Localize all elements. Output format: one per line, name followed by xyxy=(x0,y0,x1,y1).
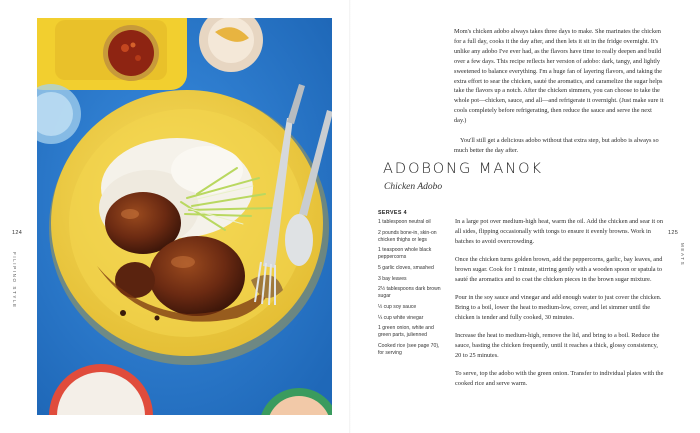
ingredient-item: 2½ tablespoons dark brown sugar xyxy=(378,286,441,300)
step-paragraph: Once the chicken turns golden brown, add the peppercorns, garlic, bay leaves, and brown sugar. Cook for 1 minute, stirring gently with a wooden spoon or spatula to sauté the aromatics and to coat the chicken pieces in the brown sugar mixture. xyxy=(455,255,663,283)
intro-paragraph: Mom's chicken adobo always takes three days to make. She marinates the chicken for a full day, cooks it the day after, and then lets it sit in the fridge overnight. It's unlike any adobo I've ever had, as the flavors have time to really deepen and build over a few days. This recipe reflects her version of adobo: dark, tangy, and lightly sweetened to balance everything. I'm a huge fan of layering flavors, and taking the extra effort to sear the chicken, sauté the aromatics, and caramelize the sugar helps take the flavors up a notch. After the chicken simmers, you can choose to take the whole pot—chicken, sauce, and all—and refrigerate it overnight. (Just make sure it cools completely before refrigerating, then reduce the sauce and serve the next day.) xyxy=(454,28,664,125)
recipe-title: ADOBONG MANOK xyxy=(383,161,544,177)
ingredient-item: 1 tablespoon neutral oil xyxy=(378,219,431,225)
ingredient-item: 5 garlic cloves, smashed xyxy=(378,264,434,271)
page-number-right: 125 xyxy=(668,230,679,236)
chicken-adobo-photo xyxy=(37,18,332,415)
recipe-steps xyxy=(455,217,665,397)
ingredient-item: 2 pounds bone-in, skin-on chicken thighs or legs xyxy=(378,229,437,243)
ingredient-item: ½ cup soy sauce xyxy=(378,303,417,310)
ingredient-item: 1 teaspoon whole black peppercorns xyxy=(378,247,432,260)
step-paragraph: Pour in the soy sauce and vinegar and add enough water to just cover the chicken. Bring to a boil, lower the heat to medium-low, cover, and let simmer until the chicken is tender and fully cooked, 30 minutes. xyxy=(455,293,662,321)
photo-illustration xyxy=(37,18,332,415)
ingredient-item: Cooked rice (see page 70), for serving xyxy=(378,342,440,356)
intro-paragraph: You'll still get a delicious adobo without that extra step, but adobo is always so much better the day after. xyxy=(454,136,659,154)
step-paragraph: In a large pot over medium-high heat, warm the oil. Add the chicken and sear it on all sides, flipping occasionally with tongs to ensure it evenly browns. Work in batches to avoid overcrowding. xyxy=(455,218,663,245)
recipe-subtitle: Chicken Adobo xyxy=(384,182,443,192)
page-number-left: 124 xyxy=(12,230,23,236)
running-head-left: FILIPINO STYLE xyxy=(12,252,17,309)
running-head-right: MEATS xyxy=(680,243,685,267)
page-gutter xyxy=(349,0,351,433)
recipe-intro xyxy=(454,27,664,156)
step-paragraph: To serve, top the adobo with the green onion. Transfer to individual plates with the cooked rice and serve warm. xyxy=(455,369,664,387)
ingredients-list xyxy=(378,210,446,360)
ingredient-item: 3 bay leaves xyxy=(378,275,407,282)
chicken-thigh xyxy=(149,236,245,316)
step-paragraph: Increase the heat to medium-high, remove the lid, and bring to a boil. Reduce the sauce, basting the chicken frequently, until it reaches a thick, glossy consistency, 20 to 25 minutes. xyxy=(455,331,660,359)
ingredient-item: ¼ cup white vinegar xyxy=(378,314,424,321)
serves-heading: SERVES 4 xyxy=(378,210,408,216)
ingredient-item: 1 green onion, white and green parts, julienned xyxy=(378,325,434,339)
